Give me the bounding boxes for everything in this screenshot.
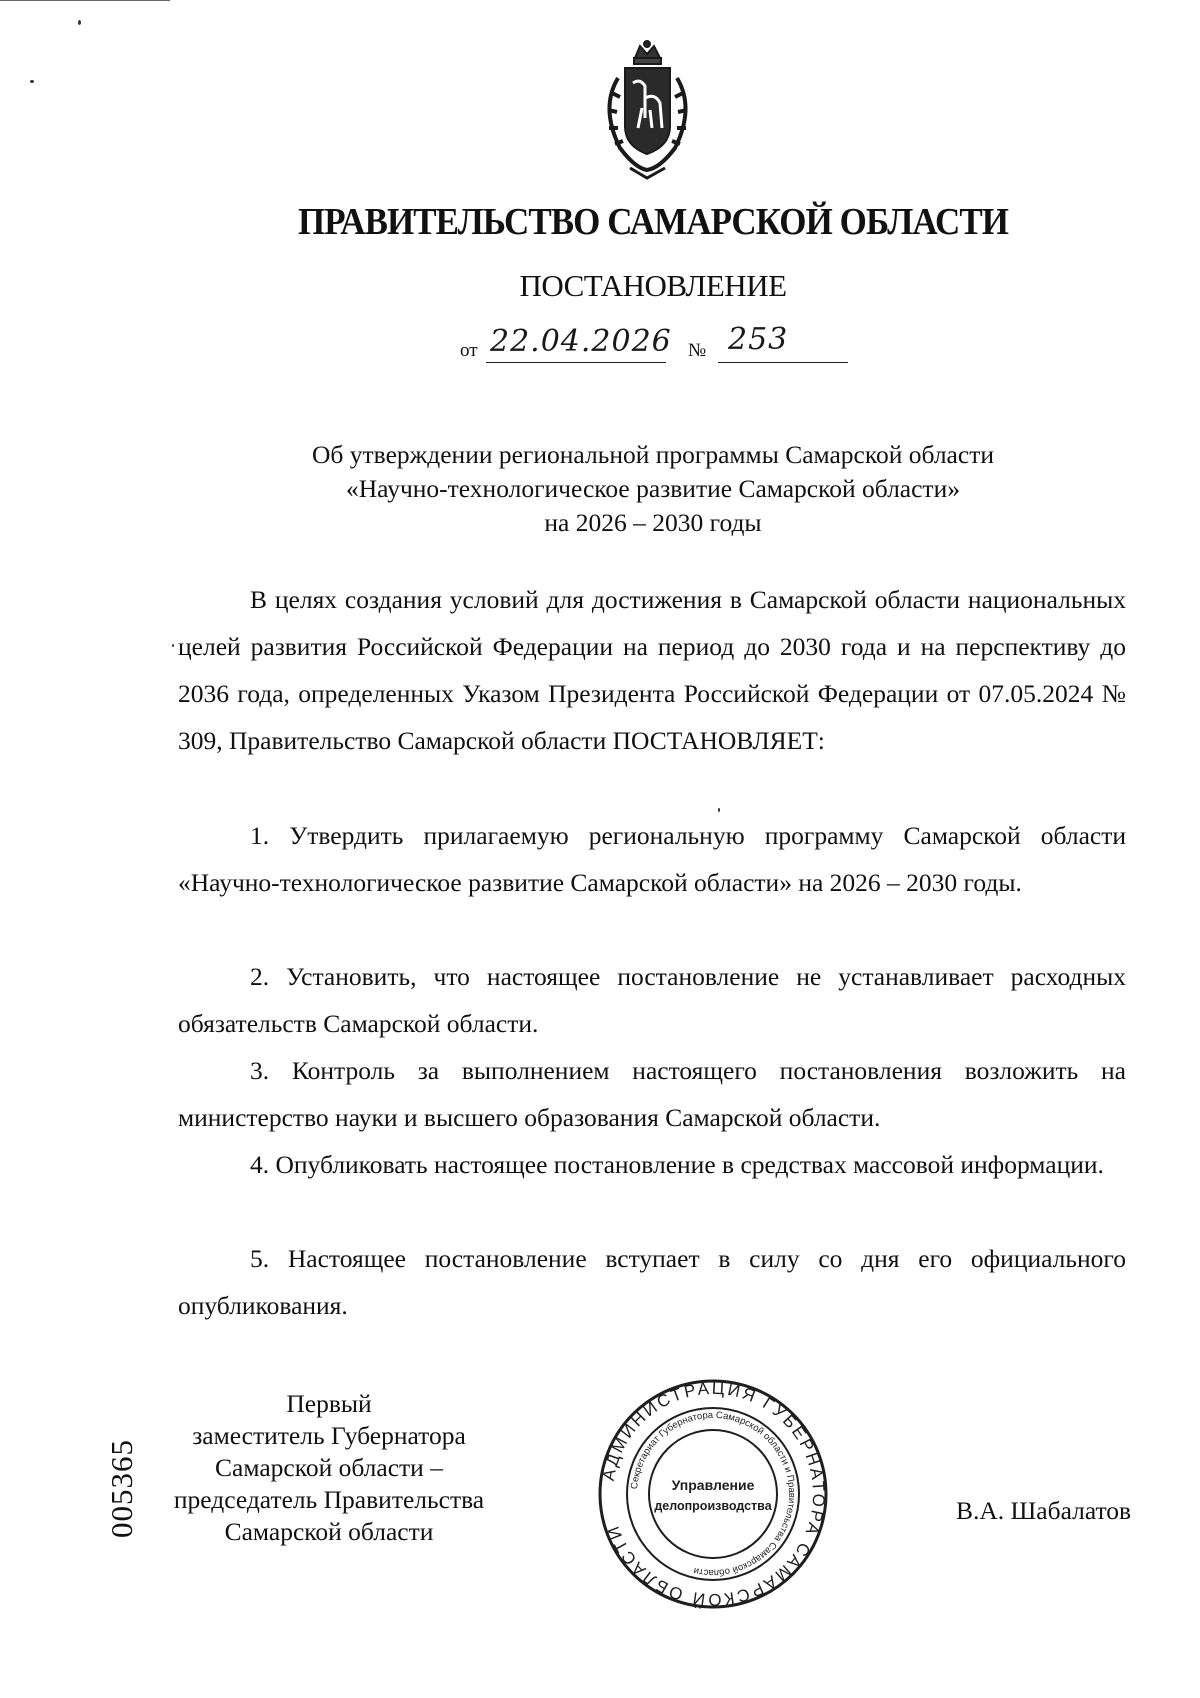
- document-type: ПОСТАНОВЛЕНИЕ: [519, 268, 787, 303]
- number-handwritten: 253: [728, 322, 789, 357]
- date-prefix: от: [460, 340, 478, 361]
- date-handwritten: 22.04.2026: [490, 324, 672, 359]
- subject-line-2: «Научно-технологическое развитие Самарской области»: [346, 474, 960, 503]
- number-underline: [718, 362, 848, 363]
- date-number-line: [460, 322, 860, 362]
- signatory-title-line: председатель Правительства: [173, 1485, 485, 1514]
- organization-title: ПРАВИТЕЛЬСТВО САМАРСКОЙ ОБЛАСТИ: [298, 201, 1008, 243]
- registration-number: 005365: [104, 1439, 139, 1538]
- signatory-name: В.А. Шабалатов: [956, 1496, 1132, 1525]
- decree-subject: [200, 438, 1106, 540]
- item-2-paragraph: 2. Установить, что настоящее постановление не устанавливает расходных обязательств Самарской области.: [178, 962, 1126, 1038]
- seal-center-line-1: Управление: [671, 1477, 755, 1493]
- seal-center-line-2: делопроизводства: [654, 1499, 772, 1513]
- seal-middle-text: Секретариат Губернатора Самарской области и Правительства Самарской области: [629, 1409, 798, 1579]
- signatory-title: [150, 1388, 508, 1548]
- item-1-paragraph: 1. Утвердить прилагаемую региональную программу Самарской области «Научно-технологическое развитие Самарской области» на 2026 – 2030 годы.: [178, 821, 1126, 897]
- scan-speck: [30, 80, 34, 83]
- scan-speck: [78, 20, 81, 25]
- preamble-paragraph: В целях создания условий для достижения в Самарской области национальных целей развития Российской Федерации на период до 2030 года и на перспективу до 2036 года, определенных Указом Президента Российской Федерации от 07.05.2024 № 309, Правительство Самарской области ПОСТАНОВЛЯЕТ:: [178, 585, 1126, 755]
- subject-line-3: на 2026 – 2030 годы: [544, 508, 762, 537]
- item-4-paragraph: 4. Опубликовать настоящее постановление в средствах массовой информации.: [250, 1150, 1104, 1179]
- svg-text:Секретариат Губернатора Самарс: [629, 1410, 797, 1578]
- signatory-title-line: Самарской области –: [215, 1453, 443, 1482]
- coat-of-arms-icon: [590, 38, 705, 183]
- subject-line-1: Об утверждении региональной программы Самарской области: [312, 440, 994, 469]
- signatory-title-line: Первый: [286, 1389, 372, 1418]
- scan-speck: [718, 808, 720, 812]
- date-underline: [486, 362, 666, 363]
- official-seal: [597, 1378, 829, 1610]
- signatory-title-line: заместитель Губернатора: [192, 1421, 466, 1450]
- number-prefix: №: [688, 340, 707, 361]
- scan-speck: [172, 644, 174, 647]
- signatory-title-line: Самарской области: [224, 1517, 434, 1546]
- scan-edge-line: [0, 0, 170, 1]
- item-5-paragraph: 5. Настоящее постановление вступает в силу со дня его официального опубликования.: [178, 1244, 1126, 1320]
- seal-outer-text: АДМИНИСТРАЦИЯ ГУБЕРНАТОРА САМАРСКОЙ ОБЛАСТИ: [598, 1378, 829, 1610]
- item-3-paragraph: 3. Контроль за выполнением настоящего постановления возложить на министерство науки и высшего образования Самарской области.: [178, 1056, 1126, 1132]
